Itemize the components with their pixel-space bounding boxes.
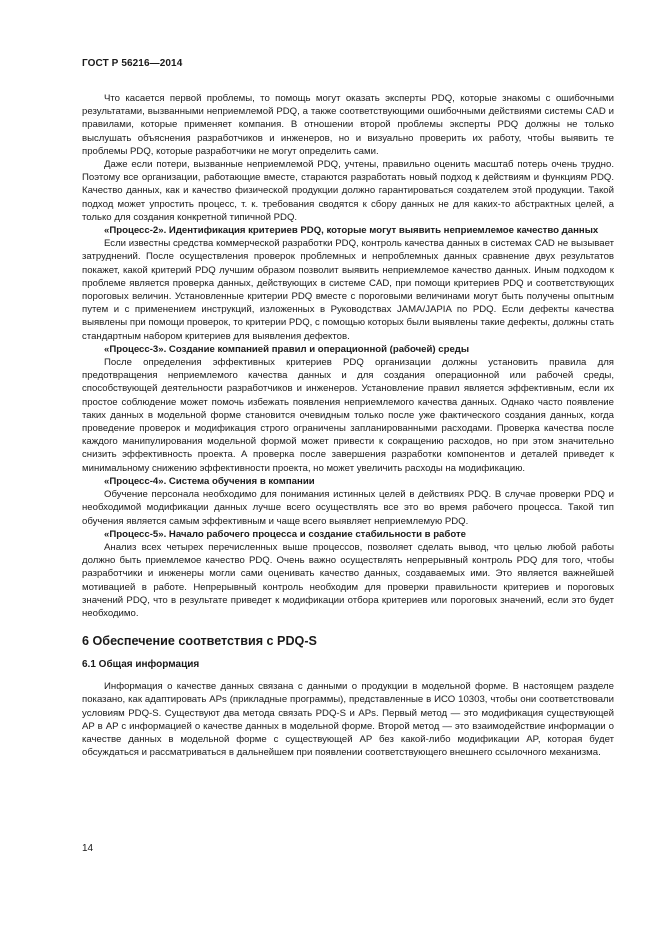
paragraph: Если известны средства коммерческой разработки PDQ, контроль качества данных в системах CAD не вызывает затруднений. После осуществления проверок проблемных и непроблемных данных сравнение двух результатов покажет, какой критерий PDQ лучшим образом позволит выявить неприемлемое качество данных. Иным подходом к проблеме является проверка данных, действующих в системе CAD, при помощи критериев PDQ и соответствующих пороговых величин. Установленные критерии PDQ вместе с пороговыми величинами могут быть получены опытным путем и с применением инструкций, изложенных в Руководствах JAMA/JAPIA по PDQ. Если дефекты качества выявлены при помощи проверок, то критерии PDQ, с помощью которых были выявлены такие дефекты, должны стать стандартным набором критериев для выявления дефектов. [82,238,614,342]
process-heading: «Процесс-4». Система обучения в компании [104,475,315,487]
paragraph: После определения эффективных критериев PDQ организации должны установить правила для предотвращения неприемлемого качества данных и для создания операционной или рабочей среды, способствующей деятельности разработчиков и инженеров. Установление правил является эффективным, если их простое соблюдение может помочь избежать появления неприемлемого качества данных. Однако часто появление таких данных в модельной форме становится очевидным только после уже фактического создания данных, когда проведение проверок и модификация строго ограничены запланированными расходами. Проверка качества после каждого манипулирования модельной формой может привести к сокращению расходов, но при этом значительно снизить эффективность проекта. А проверка после завершения разработки компонентов и деталей приведет к минимальному снижению эффективности проекта, но может увеличить расходы на модификацию. [82,357,614,474]
body-text [82,92,614,759]
paragraph: Анализ всех четырех перечисленных выше процессов, позволяет сделать вывод, что целью любой работы должно быть приемлемое качество PDQ. Очень важно осуществлять непрерывный контроль PDQ для того, чтобы разработчики и инженеры могли сами оценивать качество данных, создаваемых ими. Это является важнейшей мотивацией в работе. Непрерывный контроль необходим для проверки правильности критериев и пороговых значений PDQ, что в результате приведет к модификации отбора критериев или пороговых значений, если это будет необходимо. [82,541,614,619]
standard-header: ГОСТ Р 56216—2014 [82,58,183,69]
paragraph: Информация о качестве данных связана с данными о продукции в модельной форме. В настоящем разделе показано, как адаптировать APs (прикладные программы), представленные в ИСО 10303, чтобы они соответствовали условиям PDQ-S. Существуют два метода связать PDQ-S и APs. Первый метод — это модификация существующей AP в AP с информацией о качестве данных в модельной форме. Второй метод — это взаимодействие информации о качестве данных в модельной форме с существующей AP без какой-либо модификации AP, которая будет обсуждаться и рассматриваться в дальнейшем при появлении соответствующего внешнего ссылочного механизма. [82,681,614,759]
paragraph: Даже если потери, вызванные неприемлемой PDQ, учтены, правильно оценить масштаб потерь очень трудно. Поэтому все организации, работающие вместе, стараются разработать новый подход к действиям и функциям PDQ. Качество данных, как и качество физической продукции должно гарантироваться создателем этой продукции. Такой подход может упростить процесс, т. к. требования сводятся к сбору данных не для каких-то абстрактных целей, а только для создания конкретной типичной PDQ. [82,159,614,223]
section-title: 6 Обеспечение соответствия с PDQ-S [82,634,317,649]
process-heading: «Процесс-5». Начало рабочего процесса и создание стабильности в работе [104,528,466,540]
process-heading: «Процесс-2». Идентификация критериев PDQ, которые могут выявить неприемлемое качество данных [104,225,599,237]
page-number: 14 [82,843,94,854]
process-heading: «Процесс-3». Создание компанией правил и операционной (рабочей) среды [104,343,470,355]
paragraph: Обучение персонала необходимо для понимания истинных целей в действиях PDQ. В случае проверки PDQ и необходимой модификации данных лучше всего осуществлять все это во время рабочего процесса. Такой тип обучения является самым эффективным и чаще всего выявляет неприемлемую PDQ. [82,489,614,527]
subsection-title: 6.1 Общая информация [82,659,200,671]
paragraph: Что касается первой проблемы, то помощь могут оказать эксперты PDQ, которые знакомы с ошибочными результатами, вызванными неприемлемой PDQ, а также соответствующими ошибочными действиями системы CAD и правилами, которые применяет компания. В отношении второй проблемы эксперты PDQ должны не только выслушать объяснения разработчиков и инженеров, но и визуально проверить их работу, чтобы выявить те проблемы PDQ, которые разработчики не могут определить сами. [82,93,614,157]
